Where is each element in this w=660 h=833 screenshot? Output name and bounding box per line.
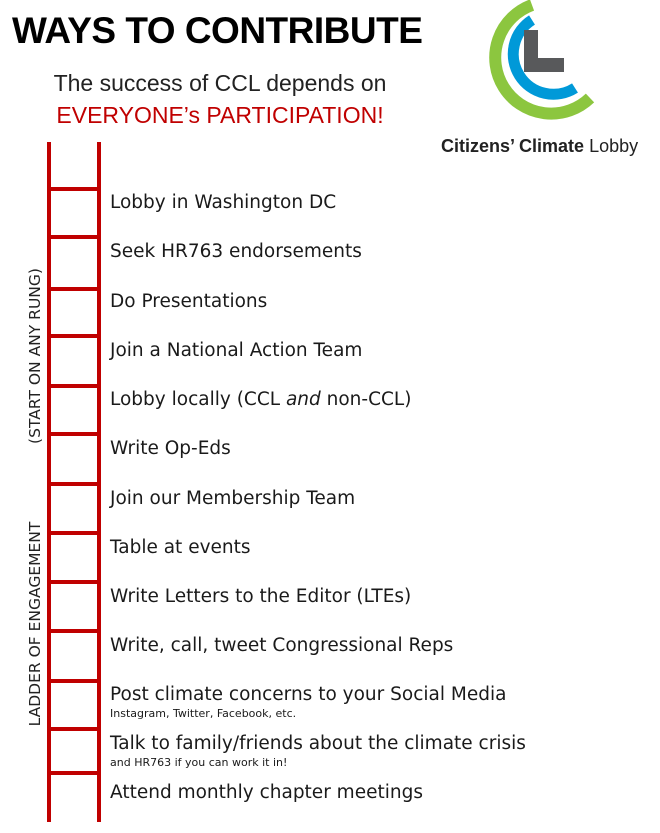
rung-label [110,438,231,459]
rung-label [110,192,336,213]
side-label-ladder: LADDER OF ENGAGEMENT [26,521,44,727]
ccl-logo-icon [472,0,602,130]
rung-label [110,291,267,312]
rung-item [110,586,411,607]
rung-item [110,782,423,803]
rung-label [110,586,411,607]
rung-item [110,340,362,361]
rung-item [110,438,231,459]
rung-label-text: Lobby locally (CCL [110,389,286,410]
side-label-start: (START ON ANY RUNG) [26,268,44,444]
rung-subtext: and HR763 if you can work it in! [110,756,288,769]
rung-label-text: Join a National Action Team [110,340,363,361]
tagline-line1: The success of CCL depends on [53,70,387,96]
rung-subtext: Instagram, Twitter, Facebook, etc. [110,707,297,720]
rung-item [110,241,362,262]
logo-blue-arc [513,20,575,94]
rung-item [110,389,411,410]
rung-item [110,192,336,213]
organization-name-strong: Citizens’ Climate [441,136,585,156]
rung-label-text: Table at events [110,537,251,558]
rung-label-text: Attend monthly chapter meetings [110,782,423,803]
rung-label-emphasis: and [285,389,321,410]
rung-label [110,488,355,509]
rung-label-text: Talk to family/friends about the climate crisis [110,733,526,754]
rung-label [110,340,362,361]
rung-item [110,635,453,656]
rung-label-text: Post climate concerns to your Social Media [110,684,507,705]
rung-label [110,241,362,262]
rung-label-text: Join our Membership Team [110,488,356,509]
rung-label-text: Seek HR763 endorsements [110,241,362,262]
organization-name [441,136,638,157]
rung-item [110,291,267,312]
page-title: WAYS TO CONTRIBUTE [12,10,423,51]
rung-item [110,488,355,509]
rung-label [110,537,251,558]
rung-label [110,684,506,705]
rung-item [110,733,526,769]
rung-item [110,537,251,558]
rung-label [110,733,526,754]
rung-label [110,635,453,656]
organization-name-light: Lobby [589,136,639,156]
rung-label-text: Do Presentations [110,291,268,312]
rung-item [110,684,506,720]
rung-label-text: Write, call, tweet Congressional Reps [110,635,454,656]
rung-label-text: Lobby in Washington DC [110,192,337,213]
rung-label-text: Write Letters to the Editor (LTEs) [110,586,412,607]
rung-label-text-after: non-CCL) [320,389,412,410]
rung-label [110,782,423,803]
tagline-line2: EVERYONE’s PARTICIPATION! [56,102,384,128]
rung-label-text: Write Op-Eds [110,438,231,459]
ladder-graphic [0,0,110,833]
logo-gray-l-horizontal [524,58,564,72]
rung-label [110,389,411,410]
